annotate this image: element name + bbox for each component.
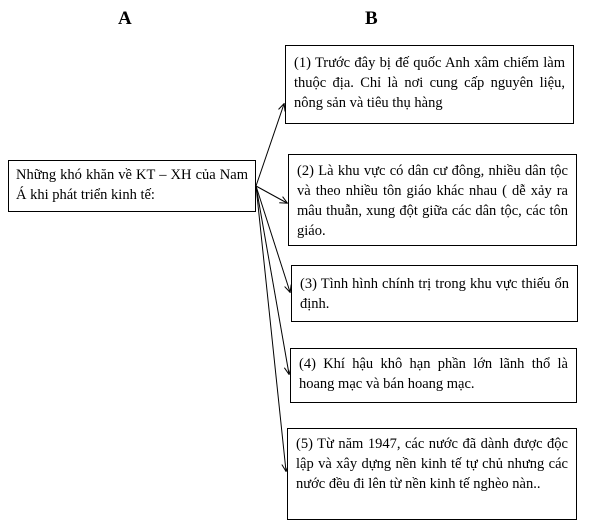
source-text: Những khó khăn về KT – XH của Nam Á khi phát triển kinh tế:	[16, 167, 248, 203]
item-text-1: (1) Trước đây bị đế quốc Anh xâm chiếm làm thuộc địa. Chỉ là nơi cung cấp nguyên liệu, nông sản và tiêu thụ hàng	[294, 55, 565, 111]
item-box-3	[291, 265, 578, 322]
source-box	[8, 160, 256, 212]
item-box-2	[288, 154, 577, 246]
arrow-to-item-1	[256, 104, 284, 186]
item-box-1	[285, 45, 574, 124]
arrow-to-item-4	[256, 186, 289, 374]
arrow-to-item-2	[256, 186, 287, 203]
item-box-4	[290, 348, 577, 403]
arrow-to-item-5	[256, 186, 286, 471]
item-box-5	[287, 428, 577, 520]
item-text-3: (3) Tình hình chính trị trong khu vực thiếu ổn định.	[300, 276, 569, 312]
item-text-2: (2) Là khu vực có dân cư đông, nhiều dân tộc và theo nhiều tôn giáo khác nhau ( dễ xảy ra mâu thuẫn, xung đột giữa các dân tộc, các tôn giáo.	[297, 163, 568, 239]
column-header-b: B	[365, 8, 378, 29]
arrow-to-item-3	[256, 186, 290, 292]
item-text-4: (4) Khí hậu khô hạn phần lớn lãnh thổ là hoang mạc và bán hoang mạc.	[299, 356, 568, 392]
column-header-a: A	[118, 8, 132, 29]
item-text-5: (5) Từ năm 1947, các nước đã dành được độc lập và xây dựng nền kinh tế tự chủ nhưng các nước đều đi lên từ nền kinh tế nghèo nàn..	[296, 436, 568, 492]
